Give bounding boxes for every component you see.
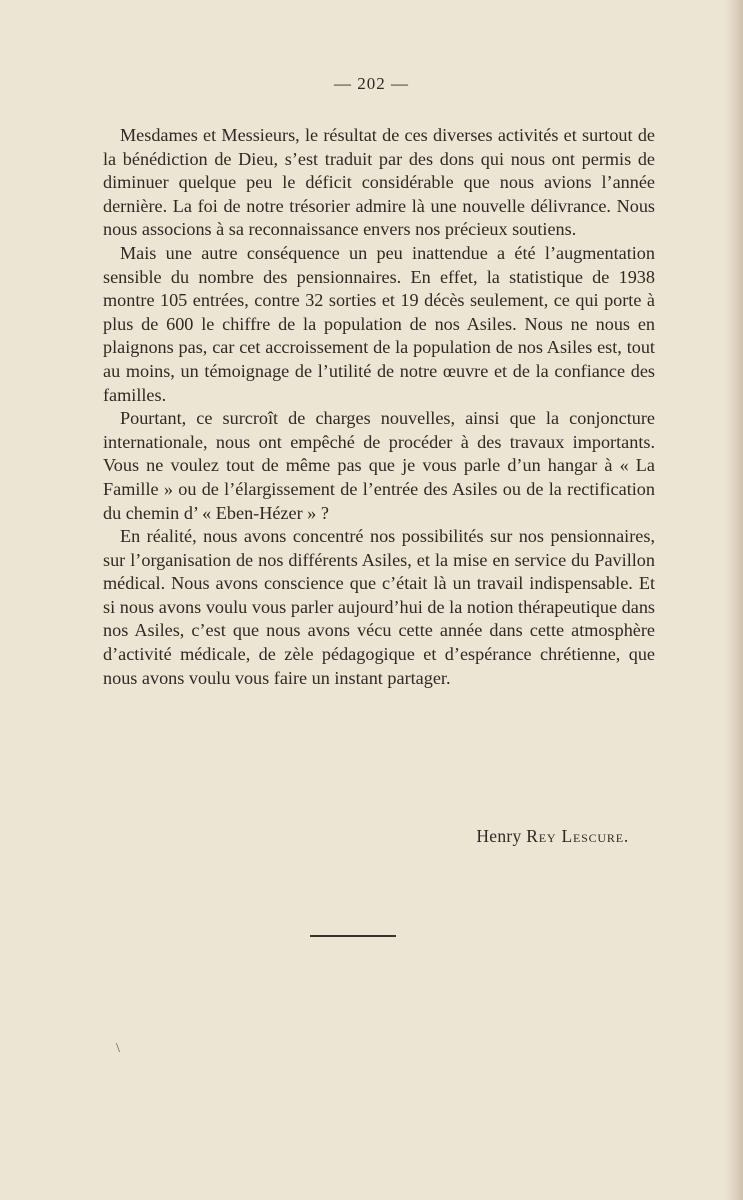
closing-rule: [310, 935, 396, 937]
body-text: [103, 124, 655, 690]
page-number: — 202 —: [334, 74, 409, 93]
paragraph-3: Pourtant, ce surcroît de charges nouvelles, ainsi que la conjoncture internationale, nous ont empêché de procéder à des travaux importants. Vous ne voulez tout de même pas que je vous parle d’un hangar à « La Famille » ou de l’élargissement de l’entrée des Asiles ou de la rectification du chemin d’ « Eben-Hézer » ?: [103, 408, 655, 523]
author-surname: Rey Lescure.: [526, 826, 629, 846]
author-signature: [476, 826, 629, 847]
paragraph-4: En réalité, nous avons concentré nos possibilités sur nos pensionnaires, sur l’organisation de nos différents Asiles, et la mise en service du Pavillon médical. Nous avons conscience que c’était là un travail indispensable. Et si nous avons voulu vous parler aujourd’hui de la notion thérapeutique dans nos Asiles, c’est que nous avons vécu cette année dans cette atmosphère d’activité médicale, de zèle pédagogique et d’espérance chrétienne, que nous avons voulu vous faire un instant partager.: [103, 526, 655, 688]
stray-mark: \: [116, 1041, 120, 1056]
paragraph-1: Mesdames et Messieurs, le résultat de ces diverses activités et surtout de la bénédiction de Dieu, s’est traduit par des dons qui nous ont permis de diminuer quelque peu le déficit considérable que nous avions l’année dernière. La foi de notre trésorier admire là une nouvelle délivrance. Nous nous associons à sa reconnaissance envers nos précieux soutiens.: [103, 125, 655, 240]
author-first-name: Henry: [476, 826, 522, 846]
page-edge-shadow: [725, 0, 743, 1200]
paragraph-2: Mais une autre conséquence un peu inattendue a été l’augmentation sensible du nombre des pensionnaires. En effet, la statistique de 1938 montre 105 entrées, contre 32 sorties et 19 décès seulement, ce qui porte à plus de 600 le chiffre de la population de nos Asiles. Nous ne nous en plaignons pas, car cet accroissement de la population de nos Asiles est, tout au moins, un témoignage de l’utilité de notre œuvre et de la confiance des familles.: [103, 242, 655, 405]
